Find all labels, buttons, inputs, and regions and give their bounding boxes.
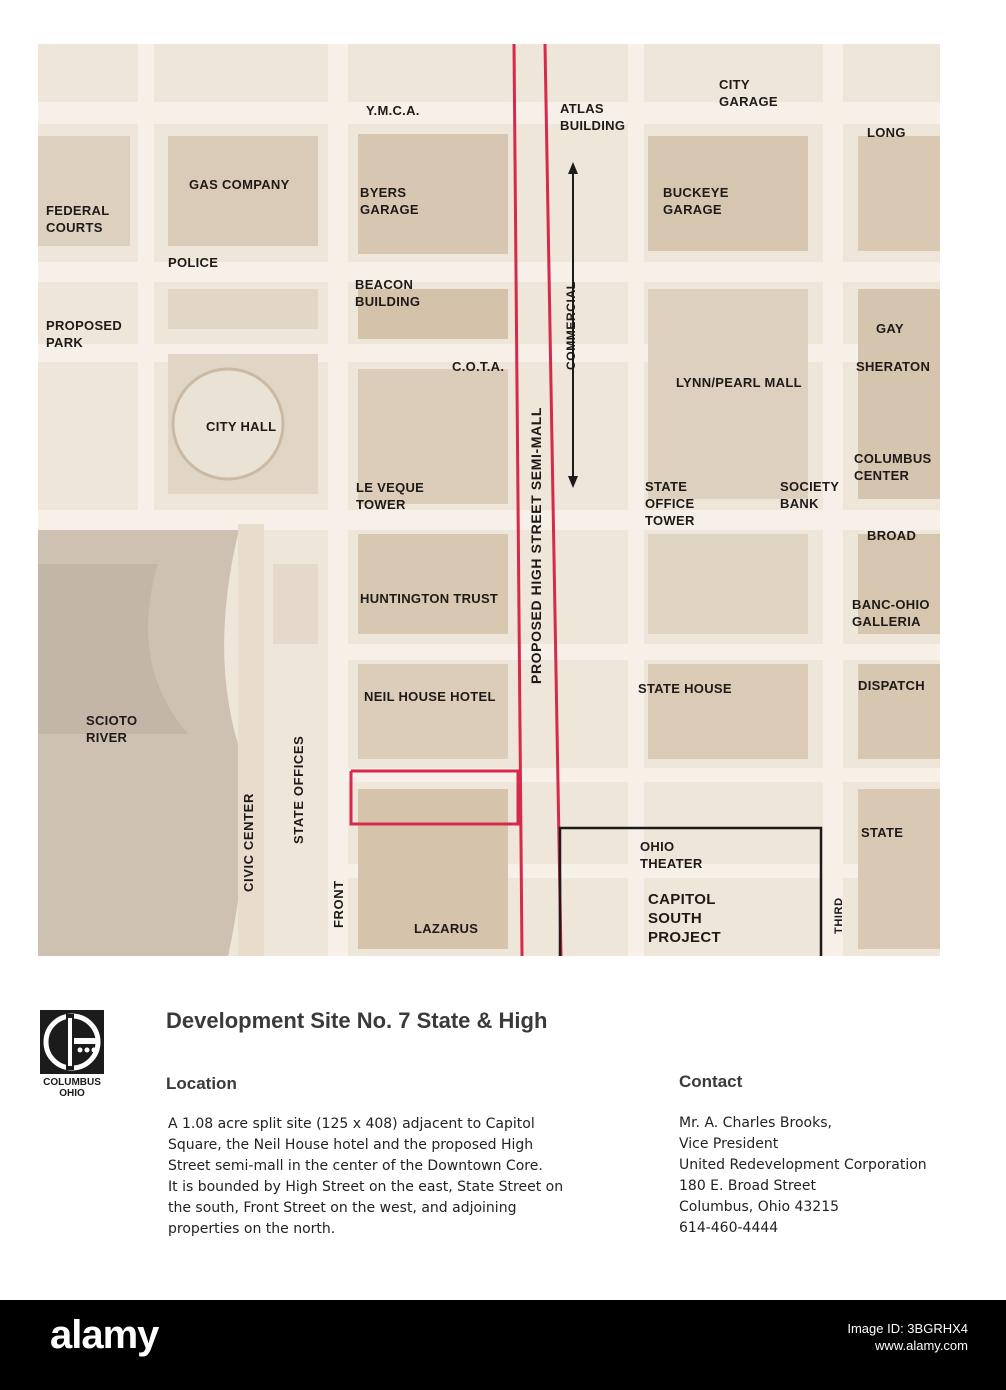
- image-id: [847, 1320, 968, 1354]
- label-proposed-park: PROPOSED PARK: [46, 318, 123, 350]
- label-proposed-high-street-semi-mall: PROPOSED HIGH STREET SEMI-MALL: [528, 406, 544, 684]
- label-banc-ohio-galleria: BANC-OHIO GALLERIA: [852, 597, 930, 629]
- label-society-bank: SOCIETY BANK: [780, 479, 840, 511]
- label-gas-company: GAS COMPANY: [189, 177, 290, 192]
- columbus-logo-icon: [40, 1010, 104, 1074]
- label-city-garage: CITY GARAGE: [719, 77, 778, 109]
- label-byers-garage: BYERS GARAGE: [360, 185, 419, 217]
- label-buckeye-garage: BUCKEYE GARAGE: [663, 185, 729, 217]
- alamy-logo: alamy: [50, 1313, 159, 1357]
- label-state-house: STATE HOUSE: [638, 681, 732, 696]
- location-text: A 1.08 acre split site (125 x 408) adjacent to Capitol Square, the Neil House hotel and the proposed High Street semi-mall in the center of the Downtown Core. It is bounded by High Street on the east, State Street on the south, Front Street on the west, and adjoining properties on the north.: [168, 1116, 564, 1237]
- label-broad: BROAD: [867, 528, 917, 543]
- label-lynn-pearl-mall: LYNN/PEARL MALL: [676, 375, 802, 390]
- label-sheraton: SHERATON: [856, 359, 931, 374]
- label-federal-courts: FEDERAL COURTS: [46, 203, 110, 235]
- contact-heading: Contact: [679, 1072, 743, 1091]
- label-ymca: Y.M.C.A.: [366, 103, 420, 118]
- label-dispatch: DISPATCH: [858, 678, 925, 693]
- logo-caption: COLUMBUS OHIO: [43, 1077, 101, 1099]
- label-front: FRONT: [331, 880, 346, 928]
- columbus-logo: [40, 1010, 104, 1074]
- page-title: Development Site No. 7 State & High: [166, 1008, 548, 1033]
- label-atlas-building: ATLAS BUILDING: [560, 101, 626, 133]
- contact-text: Mr. A. Charles Brooks, Vice President United Redevelopment Corporation 180 E. Broad Street Columbus, Ohio 43215 614-460-4444: [679, 1115, 927, 1236]
- aerial-map: [38, 44, 940, 956]
- route-line-east: [545, 44, 561, 956]
- label-third: THIRD: [833, 897, 845, 934]
- label-neil-house-hotel: NEIL HOUSE HOTEL: [364, 689, 496, 704]
- label-long: LONG: [867, 125, 906, 140]
- label-leveque-tower: LE VEQUE TOWER: [356, 480, 425, 512]
- label-commercial: COMMERCIAL: [564, 281, 578, 370]
- label-police: POLICE: [168, 255, 219, 270]
- label-city-hall: CITY HALL: [206, 419, 277, 434]
- image-id-text: Image ID: 3BGRHX4: [847, 1321, 968, 1336]
- label-capitol-south-project: CAPITOL SOUTH PROJECT: [648, 891, 721, 946]
- label-columbus-center: COLUMBUS CENTER: [854, 451, 932, 483]
- label-state-offices: STATE OFFICES: [291, 735, 306, 844]
- label-ohio-theater: OHIO THEATER: [640, 839, 703, 871]
- label-huntington-trust: HUNTINGTON TRUST: [360, 591, 499, 606]
- location-heading: Location: [166, 1074, 237, 1093]
- site-url: www.alamy.com: [875, 1338, 968, 1353]
- label-state-office-tower: STATE OFFICE TOWER: [645, 479, 695, 528]
- label-lazarus: LAZARUS: [414, 921, 479, 936]
- label-gay: GAY: [876, 321, 904, 336]
- label-cota: C.O.T.A.: [452, 359, 505, 374]
- label-beacon-building: BEACON BUILDING: [355, 277, 421, 309]
- label-civic-center: CIVIC CENTER: [241, 793, 256, 892]
- label-state: STATE: [861, 825, 904, 840]
- label-scioto-river: SCIOTO RIVER: [86, 713, 138, 745]
